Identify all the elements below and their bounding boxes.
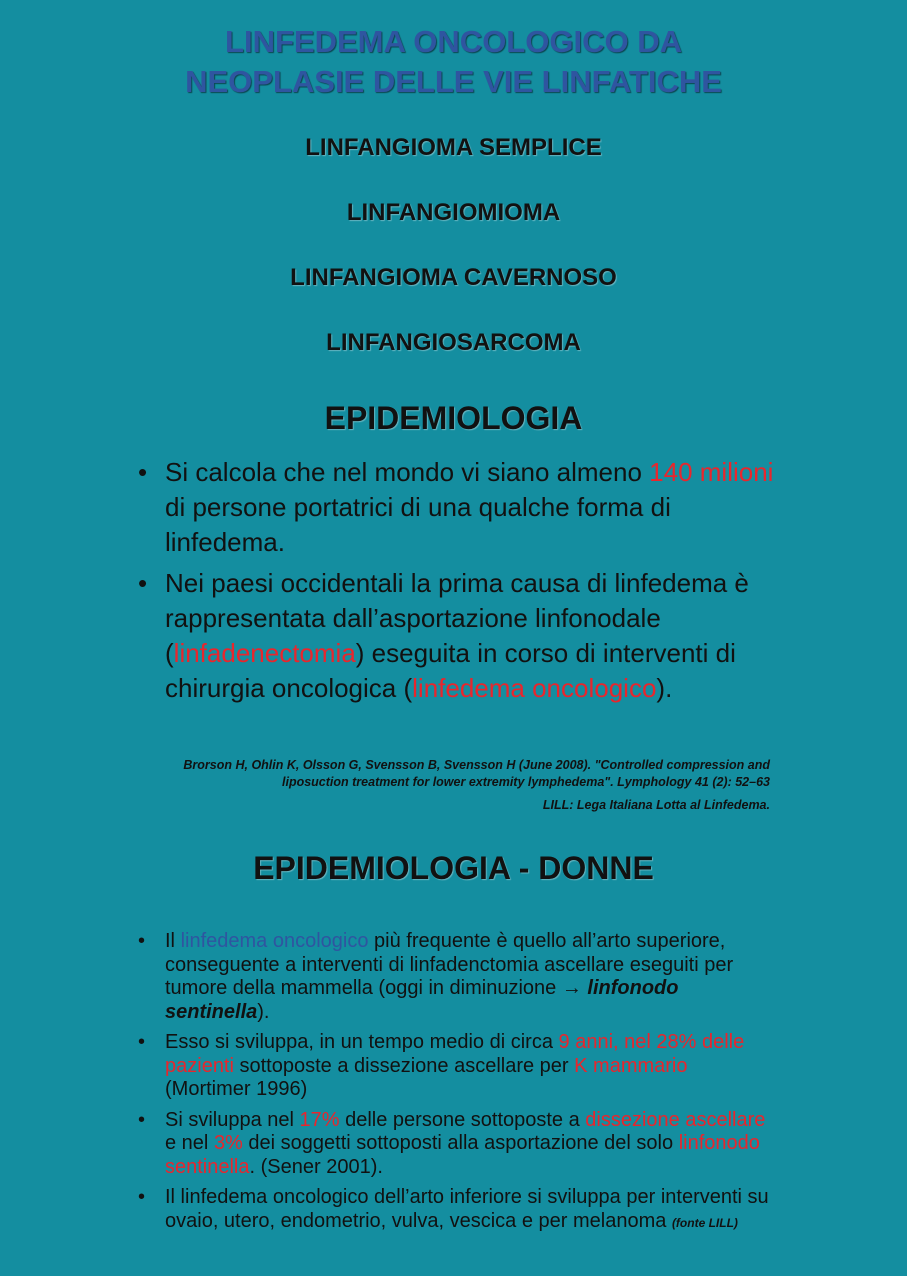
reference-lill: LILL: Lega Italiana Lotta al Linfedema.: [542, 798, 770, 812]
highlight-red: 140 milioni: [649, 457, 774, 487]
lymphatic-neoplasm-types: [0, 130, 907, 390]
list-item: [138, 930, 778, 1024]
references: [120, 757, 770, 814]
text-span: delle persone sottoposte a: [339, 1108, 586, 1131]
text-span: e nel: [165, 1132, 214, 1154]
text-span: (Mortimer 1996): [165, 1078, 308, 1100]
highlight-blue: linfedema oncologico: [180, 930, 369, 952]
type-item: LINFANGIOSARCOMA: [326, 329, 581, 356]
type-item: LINFANGIOMA CAVERNOSO: [290, 264, 617, 291]
highlight-red: linfedema oncologico: [412, 673, 657, 703]
highlight-red: 17%: [299, 1108, 340, 1131]
text-span: Il: [165, 930, 181, 952]
type-item: LINFANGIOMA SEMPLICE: [305, 134, 602, 161]
text-span: Il linfedema oncologico dell’arto inferiore si sviluppa per interventi su ovaio, utero, endometrio, vulva, vescica e per melanoma: [165, 1186, 769, 1232]
page-title: [0, 22, 907, 102]
text-span: Si calcola che nel mondo vi siano almeno: [165, 457, 650, 487]
type-item: LINFANGIOMIOMA: [346, 199, 561, 226]
text-span: Esso si sviluppa, in un tempo medio di circa: [165, 1031, 559, 1053]
epidemiologia-heading: EPIDEMIOLOGIA: [324, 400, 583, 436]
text-span: Nei paesi occidentali la prima causa di linfedema è rappresentata dall’asportazione linfonodale (: [165, 568, 749, 668]
text-span: Si sviluppa nel: [165, 1108, 300, 1131]
highlight-red: linfadenectomia: [173, 638, 356, 668]
source-note: (fonte LILL): [671, 1215, 738, 1230]
highlight-red: 9 anni, nel 28% delle pazienti: [165, 1031, 745, 1077]
list-item: [138, 566, 778, 706]
text-span: di persone portatrici di una qualche forma di linfedema.: [165, 492, 671, 557]
highlight-red: dissezione ascellare: [585, 1108, 766, 1131]
title-line-1: LINFEDEMA ONCOLOGICO DA: [225, 24, 682, 59]
donne-list: [138, 930, 778, 1242]
list-item: [138, 1186, 778, 1235]
text-span: sottoposte a dissezione ascellare per: [233, 1054, 575, 1077]
title-line-2: NEOPLASIE DELLE VIE LINFATICHE: [185, 64, 722, 99]
reference-brorson: Brorson H, Ohlin K, Olsson G, Svensson B, Svensson H (June 2008). "Controlled compression and liposuction treatment for lower extremity lymphedema". Lymphology 41 (2): 52–63: [183, 758, 770, 789]
highlight-red: linfonodo sentinella: [165, 1132, 760, 1178]
highlight-red: 3%: [213, 1132, 243, 1154]
highlight-bold-italic: linfonodo sentinella: [165, 977, 679, 1023]
text-span: ).: [257, 1000, 270, 1023]
epidemiologia-list: [138, 455, 778, 712]
list-item: [138, 1109, 778, 1180]
text-span: ).: [656, 673, 673, 703]
epidemiologia-donne-heading: EPIDEMIOLOGIA - DONNE: [253, 850, 654, 886]
arrow-icon: →: [561, 977, 582, 999]
text-span: dei soggetti sottoposti alla asportazione del solo: [242, 1132, 679, 1154]
text-span: . (Sener 2001).: [249, 1155, 383, 1178]
list-item: [138, 455, 778, 560]
highlight-red: K mammario: [574, 1054, 688, 1077]
text-span: più frequente è quello all’arto superiore, conseguente a interventi di linfadenctomia ascellare eseguiti per tumore della mammella (oggi in diminuzione: [165, 930, 734, 999]
text-span: ) eseguita in corso di interventi di chirurgia oncologica (: [165, 638, 736, 703]
list-item: [138, 1031, 778, 1102]
